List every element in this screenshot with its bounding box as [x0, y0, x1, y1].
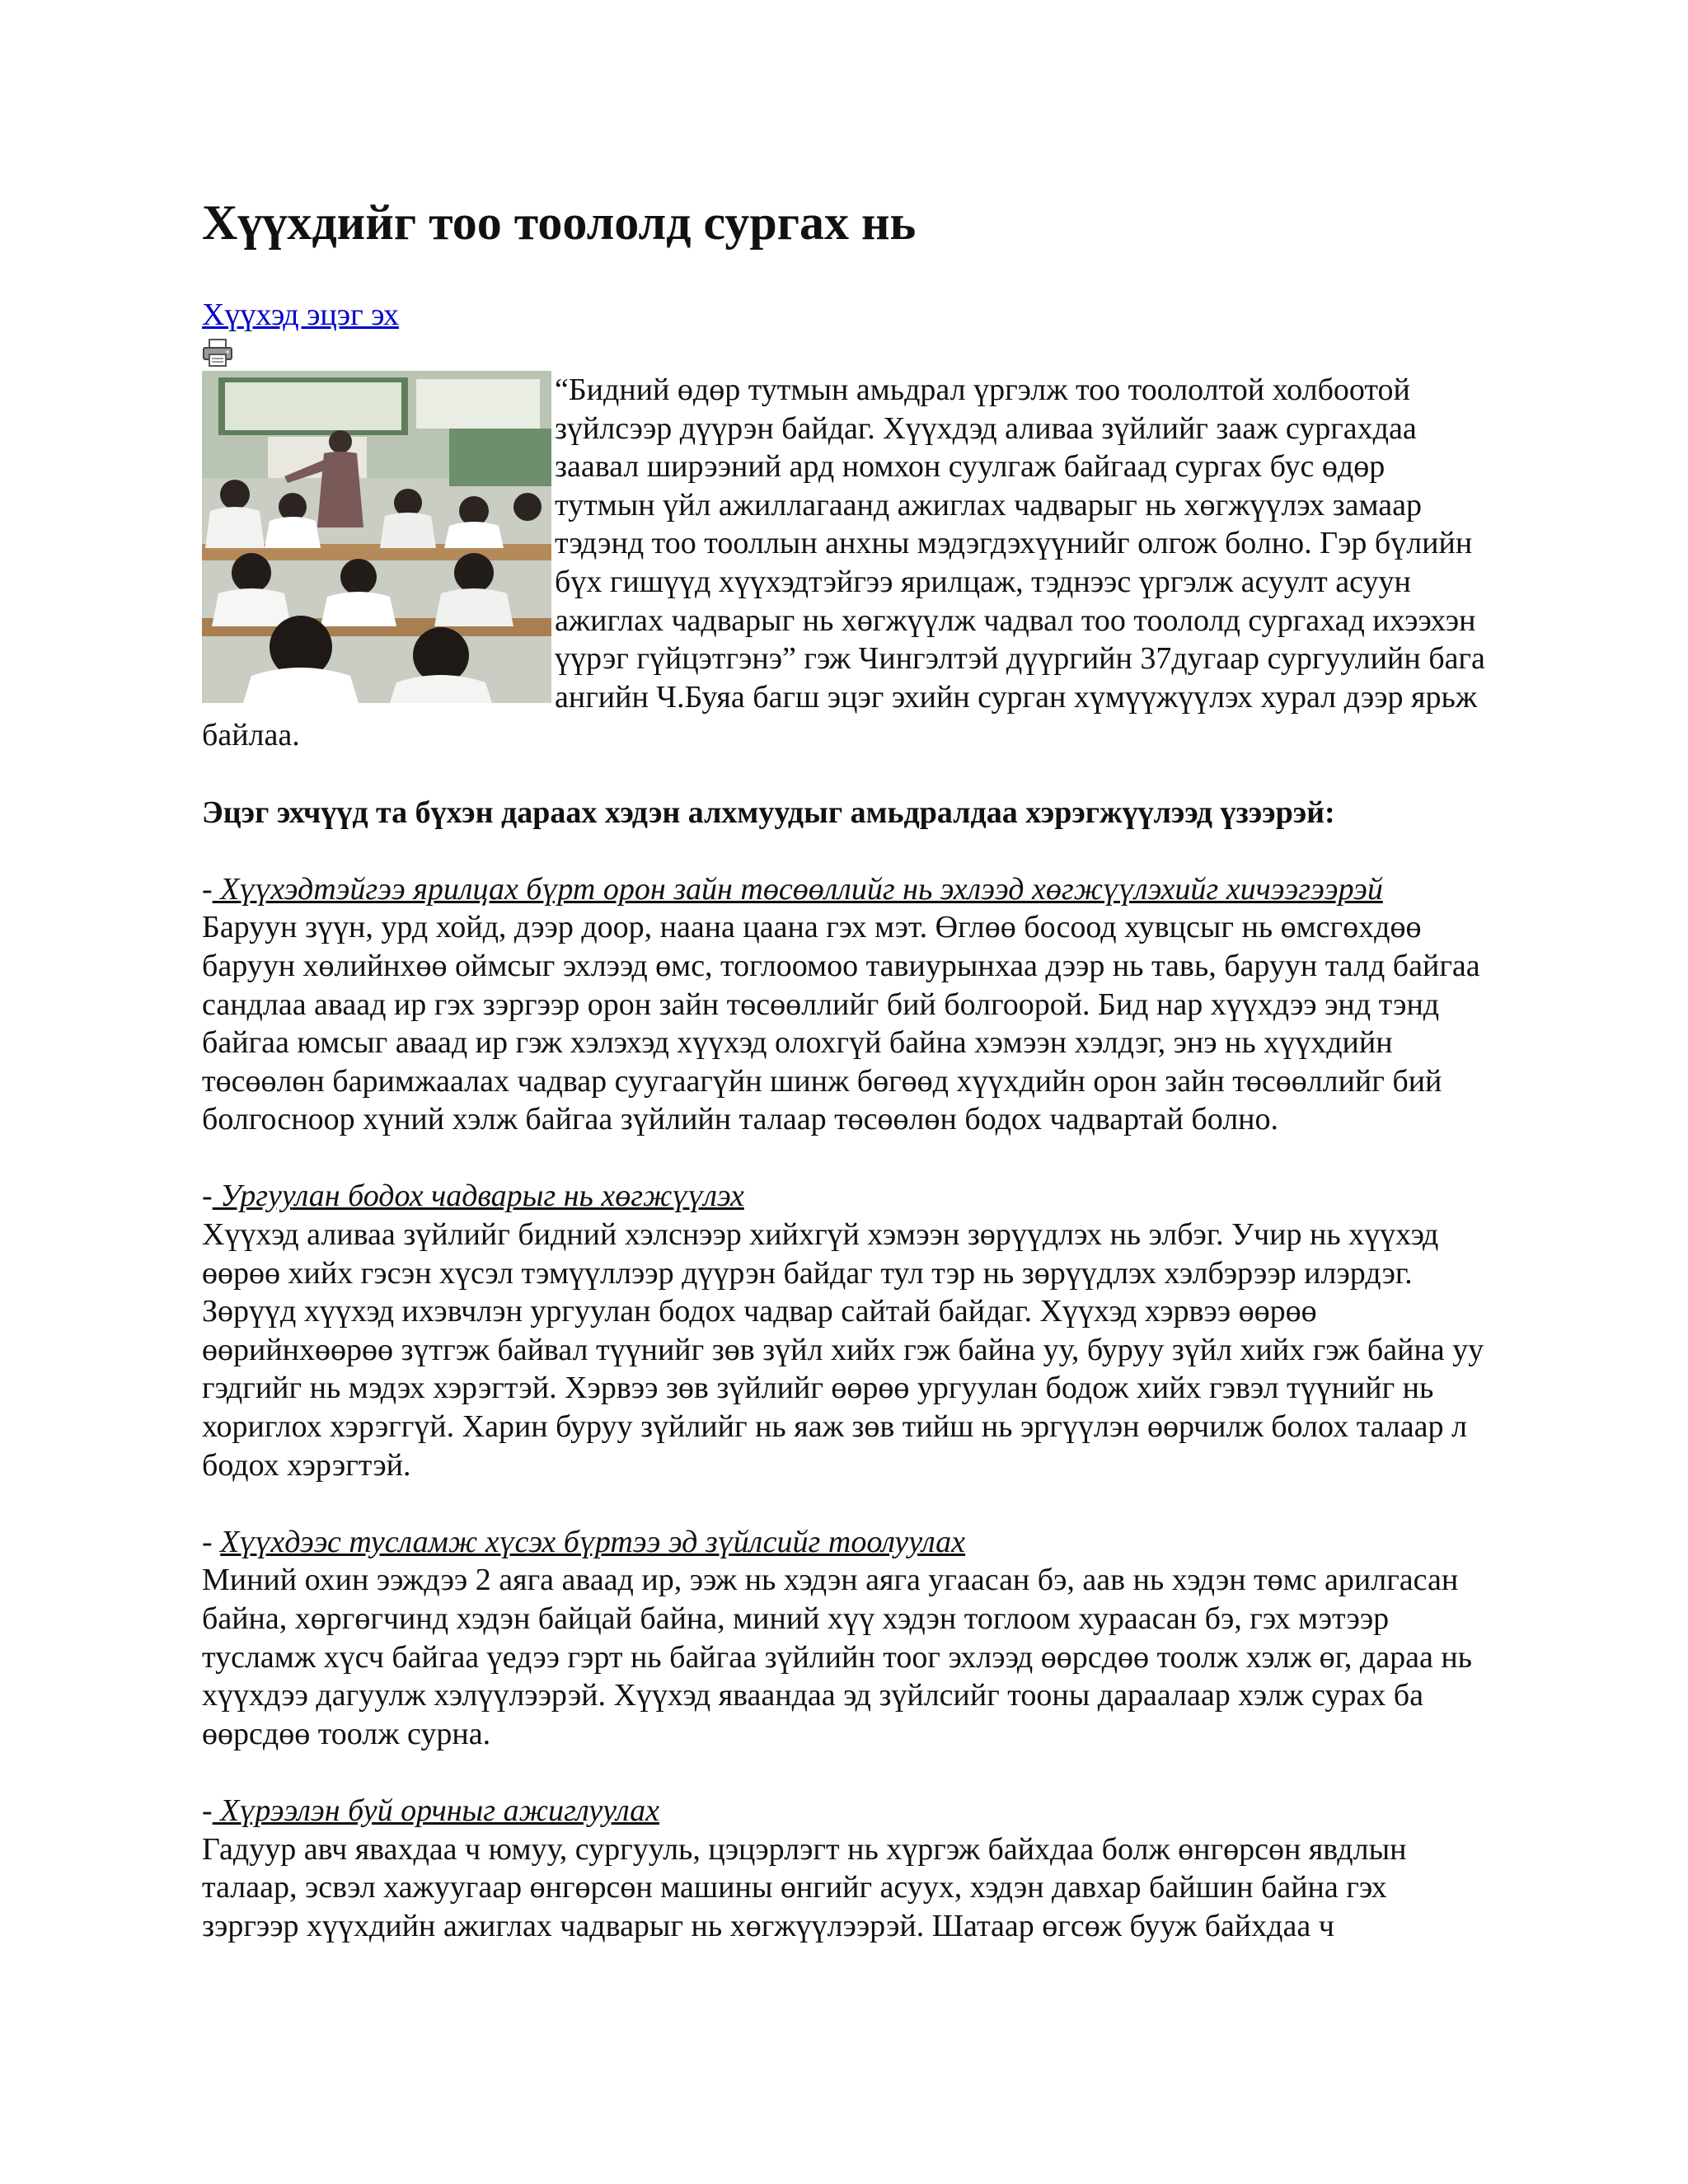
- section-heading: Эцэг эхчүүд та бүхэн дараах хэдэн алхмуудыг амьдралдаа хэрэгжүүлээд үзээрэй:: [202, 794, 1335, 830]
- tip-title: Хүрээлэн буй орчныг ажиглуулах: [212, 1793, 659, 1828]
- tip-title: Хүүхдээс тусламж хүсэх бүртээ эд зүйлсийг тоолуулах: [220, 1524, 966, 1559]
- tip-text: Хүүхэд аливаа зүйлийг бидний хэлснээр хийхгүй хэмээн зөрүүдлэх нь элбэг. Учир нь хүүхэд өөрөө хийх гэсэн хүсэл тэмүүллээр дүүрэн байдаг тул тэр нь зөрүүдлэх хэлбэрээр илэрдэг. Зөрүүд хүүхэд ихэвчлэн ургуулан бодох чадвар сайтай байдаг. Хүүхэд хэрвээ өөрөө өөрийнхөөрөө зүтгэж байвал түүнийг зөв зүйл хийх гэж байна уу, буруу зүйл хийх гэж байна уу гэдгийг нь мэдэх хэрэгтэй. Хэрвээ зөв зүйлийг өөрөө ургуулан бодож хийх гэвэл түүнийг нь хориглох хэрэггүй. Харин буруу зүйлийг нь яаж зөв тийш нь эргүүлэн өөрчилж болох талаар л бодох хэрэгтэй.: [202, 1217, 1484, 1483]
- tip-heading: [202, 1523, 1488, 1562]
- category-link[interactable]: Хүүхэд эцэг эх: [202, 298, 399, 332]
- tip-dash: -: [202, 1524, 221, 1559]
- tip-heading: [202, 1177, 1488, 1216]
- tip-dash: -: [202, 1179, 213, 1214]
- tip-text: Баруун зүүн, урд хойд, дээр доор, наана цаана гэх мэт. Өглөө босоод хувцсыг нь өмсгөхдөө баруун хөлийнхөө оймсыг эхлээд өмс, тоглоомоо тавиурынхаа дээр нь тавь, баруун талд байгаа сандлаа аваад ир гэх зэргээр орон зайн төсөөллийг бий болгоорой. Бид нар хүүхдээ энд тэнд байгаа юмсыг аваад ир гэж хэлэхэд хүүхэд олохгүй байна хэмээн хэлдэг, энэ нь хүүхдийн төсөөлөн баримжаалах чадвар суугаагүйн шинж бөгөөд хүүхдийн орон зайн төсөөллийг бий болгосноор хүний хэлж байгаа зүйлийн талаар төсөөлөн бодох чадвартай болно.: [202, 910, 1480, 1137]
- tip-dash: -: [202, 1793, 213, 1828]
- article: [202, 190, 1488, 1945]
- classroom-photo: [202, 371, 551, 703]
- article-title: Хүүхдийг тоо тоололд сургах нь: [202, 195, 917, 250]
- tip-heading: [202, 870, 1488, 909]
- tip-dash: -: [202, 871, 213, 907]
- tip-title: Ургуулан бодох чадварыг нь хөгжүүлэх: [212, 1179, 744, 1214]
- tip-title: Хүүхэдтэйгээ ярилцах бүрт орон зайн төсөөллийг нь эхлээд хөгжүүлэхийг хичээгээрэй: [212, 871, 1383, 907]
- intro-paragraph: “Бидний өдөр тутмын амьдрал үргэлж тоо тоололтой холбоотой зүйлсээр дүүрэн байдаг. Хүүхдэд аливаа зүйлийг зааж сургахдаа заавал ширээний ард номхон суулгаж байгаад сургах бус өдөр тутмын үйл ажиллагаанд ажиглах чадварыг нь хөгжүүлэх замаар тэдэнд тоо тооллын анхны мэдэгдэхүүнийг олгож болно. Гэр бүлийн бүх гишүүд хүүхэдтэйгээ ярилцаж, тэднээс үргэлж асуулт асуун ажиглах чадварыг нь хөгжүүлж чадвал тоо тоололд сургахад ихээхэн үүрэг гүйцэтгэнэ” гэж Чингэлтэй дүүргийн 37дугаар сургуулийн бага ангийн Ч.Буяа багш эцэг эхийн сурган хүмүүжүүлэх хурал дээр ярьж байлаа.: [202, 373, 1485, 753]
- tip-text: Гадуур авч явахдаа ч юмуу, сургууль, цэцэрлэгт нь хүргэж байхдаа болж өнгөрсөн явдлын талаар, эсвэл хажуугаар өнгөрсөн машины өнгийг асуух, хэдэн давхар байшин байна гэх зэргээр хүүхдийн ажиглах чадварыг нь хөгжүүлээрэй. Шатаар өгсөж бууж байхдаа ч: [202, 1831, 1407, 1943]
- tip-text: Миний охин ээждээ 2 аяга аваад ир, ээж нь хэдэн аяга угаасан бэ, аав нь хэдэн төмс арилгасан байна, хөргөгчинд хэдэн байцай байна, миний хүү хэдэн тоглоом хураасан бэ, гэх мэтээр тусламж хүсч байгаа үедээ гэрт нь байгаа зүйлийн тоог эхлээд өөрсдөө тоолж хэлж өг, дараа нь хүүхдээ дагуулж хэлүүлээрэй. Хүүхэд яваандаа эд зүйлсийг тооны дараалаар хэлж сурах ба өөрсдөө тоолж сурна.: [202, 1563, 1473, 1751]
- tip-heading: [202, 1792, 1488, 1830]
- article-body: [202, 371, 1488, 1945]
- printer-icon[interactable]: [202, 338, 233, 368]
